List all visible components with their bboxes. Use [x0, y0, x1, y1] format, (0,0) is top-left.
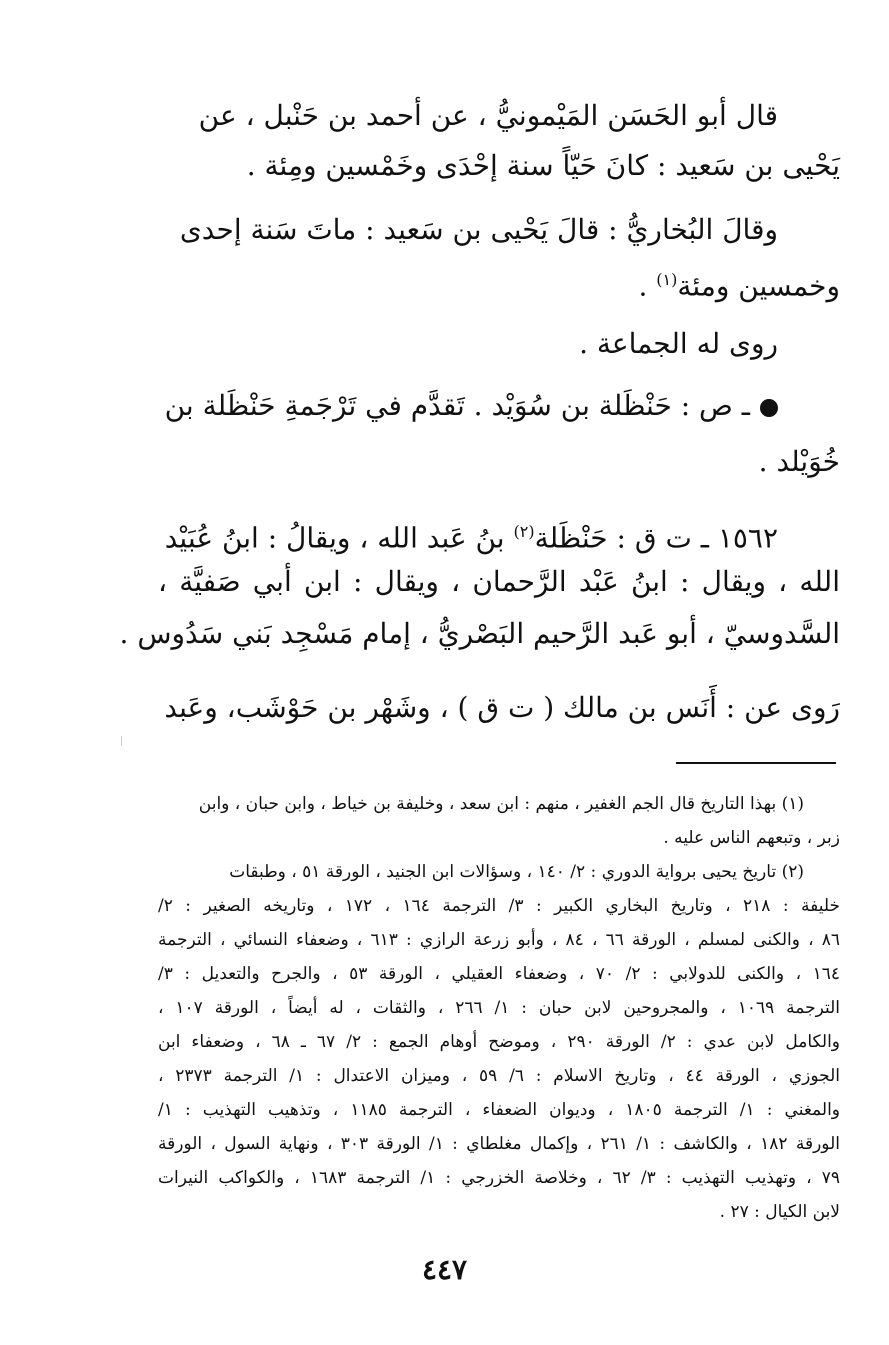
- footnote-line-12: ٧٩ ، وتهذيب التهذيب : ٣/ ٦٢ ، وخلاصة الخزرجي : ١/ الترجمة ١٦٨٣ ، والكواكب النيرات: [158, 1168, 841, 1188]
- footnote-line-6: ١٦٤ ، والكنى للدولابي : ٢/ ٧٠ ، وضعفاء العقيلي ، الورقة ٥٣ ، والجرح والتعديل : ٣/: [158, 964, 840, 984]
- entry-heading: ١٥٦٢ ـ ت ق : حَنْظَلة: [534, 521, 778, 555]
- footnote-line-3: (٢) تاريخ يحيى برواية الدوري : ٢/ ١٤٠ ، وسؤالات ابن الجنيد ، الورقة ٥١ ، وطبقات: [229, 862, 804, 882]
- body-line-6-text: ـ ص : حَنْظَلة بن سُوَيْد . تَقدَّم في تَرْجَمةِ حَنْظَلة بن: [164, 389, 750, 422]
- body-line-4: [158, 260, 840, 306]
- body-line-8: [158, 512, 840, 558]
- body-line-6: [158, 386, 840, 426]
- footnote-line-4: خليفة : ٢١٨ ، وتاريخ البخاري الكبير : ٣/ الترجمة ١٦٤ ، ١٧٢ ، وتاريخه الصغير : ٢/: [158, 896, 841, 916]
- body-line-8-rest: بنُ عَبد الله ، ويقالُ : ابنُ عُبَيْد: [164, 521, 514, 555]
- body-line-9: الله ، ويقال : ابنُ عَبْد الرَّحمان ، ويقال : ابن أبي صَفيَّة ،: [158, 565, 840, 598]
- footnote-line-5: ٨٦ ، والكنى لمسلم ، الورقة ٦٦ ، ٨٤ ، وأبو زرعة الرازي : ٦١٣ ، وضعفاء النسائي ، الترجمة: [158, 930, 840, 950]
- body-line-2: يَحْيى بن سَعيد : كانَ حَيّاً سنة إحْدَى وخَمْسين ومِئة .: [246, 149, 840, 182]
- footnote-line-10: والمغني : ١/ الترجمة ١٨٠٥ ، وديوان الضعفاء ، الترجمة ١١٨٥ ، وتذهيب التهذيب : ١/: [158, 1100, 841, 1120]
- footnote-separator: [676, 762, 836, 764]
- footnote-ref-2: (٢): [513, 522, 535, 541]
- body-line-7: خُوَيْلد .: [758, 445, 840, 478]
- entry-bullet-icon: [760, 399, 778, 417]
- body-line-5: روى له الجماعة .: [579, 327, 778, 360]
- margin-mark: [121, 736, 122, 746]
- footnote-ref-1: (١): [656, 270, 678, 289]
- page-number: ٤٤٧: [421, 1253, 468, 1286]
- footnote-line-1: (١) بهذا التاريخ قال الجم الغفير ، منهم : ابن سعد ، وخليفة بن خياط ، وابن حبان ، وابن: [198, 794, 804, 814]
- footnote-line-7: الترجمة ١٠٦٩ ، والمجروحين لابن حبان : ١/ ٢٦٦ ، والثقات ، له أيضاً ، الورقة ١٠٧ ،: [158, 998, 841, 1018]
- body-line-1: قال أبو الحَسَن المَيْمونيُّ ، عن أحمد بن حَنْبل ، عن: [198, 99, 778, 132]
- footnote-line-11: الورقة ١٨٢ ، والكاشف : ١/ ٢٦١ ، وإكمال مغلطاي : ١/ الورقة ٣٠٣ ، ونهاية السول ، الورقة: [158, 1134, 840, 1154]
- footnote-line-13: لابن الكيال : ٢٧ .: [719, 1202, 840, 1222]
- body-line-11: رَوى عن : أَنَس بن مالك ( ت ق ) ، وشَهْر بن حَوْشَب، وعَبد: [164, 691, 840, 724]
- footnote-line-9: الجوزي ، الورقة ٤٤ ، وتاريخ الاسلام : ٦/ ٥٩ ، وميزان الاعتدال : ١/ الترجمة ٢٣٧٣ ،: [158, 1066, 840, 1086]
- footnote-line-8: والكامل لابن عدي : ٢/ الورقة ٢٩٠ ، وموضح أوهام الجمع : ٢/ ٦٧ ـ ٦٨ ، وضعفاء ابن: [158, 1032, 841, 1052]
- footnote-line-2: زبر ، وتبعهم الناس عليه .: [663, 828, 840, 848]
- body-line-3: وقالَ البُخاريُّ : قالَ يَحْيى بن سَعيد : ماتَ سَنة إحدى: [179, 213, 778, 246]
- body-line-10: السَّدوسيّ ، أبو عَبد الرَّحيم البَصْريُّ ، إمام مَسْجِد بَني سَدُوس .: [119, 617, 840, 650]
- body-line-4-text: وخمسين ومئة: [677, 269, 840, 303]
- body-line-4-end: .: [638, 269, 657, 303]
